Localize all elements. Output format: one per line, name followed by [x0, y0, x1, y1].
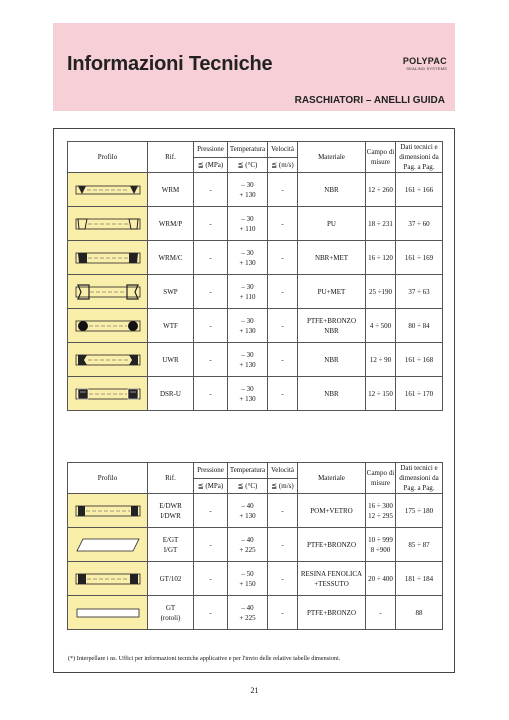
footnote: (*) Interpellare i ns. Uffici per informazioni tecniche applicative e per l'invio delle relative tabelle dimensioni. [68, 655, 341, 662]
temp-min: – 40 [241, 501, 254, 510]
col-dati: Dati tecnici e dimensioni da Pag. a Pag. [396, 463, 443, 494]
velocita-cell: - [268, 207, 298, 241]
col-temperatura: Temperatura [228, 463, 268, 479]
velocita-cell: - [268, 528, 298, 562]
table-row [68, 275, 443, 309]
campo-cell: 16 ÷ 120 [366, 241, 396, 275]
gt102-profile-icon [68, 562, 148, 596]
rif-line1: E/GT [162, 535, 179, 544]
col-velocita-unit: ≦ (m/s) [268, 478, 298, 494]
pressione-cell: - [194, 494, 228, 528]
col-dati: Dati tecnici e dimensioni da Pag. a Pag. [396, 142, 443, 173]
campo-cell: - [366, 596, 396, 630]
temp-min: – 40 [241, 535, 254, 544]
pressione-cell: - [194, 207, 228, 241]
wtf-profile-icon [68, 309, 148, 343]
page-number: 21 [250, 686, 259, 695]
temp-min: – 30 [241, 384, 254, 393]
temperatura-cell [228, 173, 268, 207]
dati-cell: 161 ÷ 169 [396, 241, 443, 275]
rif-line1: GT [165, 603, 176, 612]
temp-max: + 130 [239, 511, 256, 520]
table-row [68, 596, 443, 630]
velocita-cell: - [268, 343, 298, 377]
pressione-cell: - [194, 309, 228, 343]
campo-line1: 16 ÷ 300 [368, 501, 393, 510]
uwr-profile-icon [68, 343, 148, 377]
velocita-cell: - [268, 309, 298, 343]
col-rif: Rif. [148, 463, 194, 494]
col-pressione: Pressione [194, 463, 228, 479]
dsru-profile-icon [68, 377, 148, 411]
materiale-line2: NBR [324, 326, 339, 335]
dati-cell: 161 ÷ 170 [396, 377, 443, 411]
velocita-cell: - [268, 377, 298, 411]
dati-cell: 161 ÷ 168 [396, 343, 443, 377]
materiale-cell: POM+VETRO [298, 494, 366, 528]
materiale-line1: PTFE+BRONZO [306, 316, 357, 325]
temp-min: – 30 [241, 214, 254, 223]
rif-cell: WRM/P [148, 207, 194, 241]
col-temperatura-unit: ≦ (°C) [228, 478, 268, 494]
temp-max: + 130 [239, 258, 256, 267]
pressione-cell: - [194, 377, 228, 411]
temperatura-cell [228, 309, 268, 343]
velocita-cell: - [268, 173, 298, 207]
col-pressione: Pressione [194, 142, 228, 158]
temperatura-cell [228, 494, 268, 528]
edwr-profile-icon [68, 494, 148, 528]
pressione-cell: - [194, 528, 228, 562]
dati-cell: 175 ÷ 180 [396, 494, 443, 528]
polypac-logo [403, 56, 447, 71]
campo-cell: 4 ÷ 500 [366, 309, 396, 343]
pressione-cell: - [194, 562, 228, 596]
temperatura-cell [228, 596, 268, 630]
materiale-cell: NBR [298, 173, 366, 207]
temp-max: + 110 [239, 292, 256, 301]
col-velocita: Velocità [268, 463, 298, 479]
dati-cell: 88 [396, 596, 443, 630]
table-row [68, 343, 443, 377]
temp-min: – 30 [241, 350, 254, 359]
col-profilo: Profilo [68, 142, 148, 173]
pressione-cell: - [194, 241, 228, 275]
page-header [53, 23, 455, 111]
col-pressione-unit: ≦ (MPa) [194, 157, 228, 173]
table-row [68, 241, 443, 275]
col-rif: Rif. [148, 142, 194, 173]
temp-min: – 30 [241, 282, 254, 291]
campo-cell: 25 ÷190 [366, 275, 396, 309]
rif-line2: (rotoli) [160, 613, 181, 622]
temp-max: + 130 [239, 360, 256, 369]
table-anelli-guida [67, 462, 443, 630]
pressione-cell: - [194, 596, 228, 630]
dati-cell: 37 ÷ 63 [396, 275, 443, 309]
table-row [68, 377, 443, 411]
rif-cell: UWR [148, 343, 194, 377]
temperatura-cell [228, 207, 268, 241]
temperatura-cell [228, 241, 268, 275]
table-row [68, 494, 443, 528]
velocita-cell: - [268, 494, 298, 528]
swp-profile-icon [68, 275, 148, 309]
campo-line1: 10 ÷ 999 [368, 535, 393, 544]
campo-cell: 12 ÷ 90 [366, 343, 396, 377]
materiale-cell: PU+MET [298, 275, 366, 309]
pressione-cell: - [194, 343, 228, 377]
campo-line2: 8 ÷900 [370, 545, 391, 554]
materiale-cell [298, 309, 366, 343]
col-velocita-unit: ≦ (m/s) [268, 157, 298, 173]
temperatura-cell [228, 275, 268, 309]
rif-cell [148, 494, 194, 528]
pressione-cell: - [194, 275, 228, 309]
rif-line2: I/DWR [160, 511, 181, 520]
temp-max: + 150 [239, 579, 256, 588]
campo-cell: 20 ÷ 400 [366, 562, 396, 596]
table-row [68, 173, 443, 207]
col-campo: Campo di misure [366, 463, 396, 494]
egt-profile-icon [68, 528, 148, 562]
materiale-cell [298, 562, 366, 596]
velocita-cell: - [268, 275, 298, 309]
logo-tagline: SEALING SYSTEMS [406, 66, 447, 71]
temp-max: + 130 [239, 326, 256, 335]
campo-cell: 12 ÷ 260 [366, 173, 396, 207]
dati-cell: 85 ÷ 87 [396, 528, 443, 562]
col-campo: Campo di misure [366, 142, 396, 173]
temp-min: – 30 [241, 248, 254, 257]
table-row [68, 207, 443, 241]
temperatura-cell [228, 377, 268, 411]
temp-max: + 110 [239, 224, 256, 233]
page-title: Informazioni Tecniche [67, 53, 273, 75]
temp-max: + 130 [239, 190, 256, 199]
temperatura-cell [228, 562, 268, 596]
velocita-cell: - [268, 596, 298, 630]
col-materiale: Materiale [298, 142, 366, 173]
wrm-profile-icon [68, 173, 148, 207]
temperatura-cell [228, 343, 268, 377]
temp-max: + 225 [239, 613, 256, 622]
col-velocita: Velocità [268, 142, 298, 158]
wrmc-profile-icon [68, 241, 148, 275]
gt-rotoli-profile-icon [68, 596, 148, 630]
table-row [68, 528, 443, 562]
section-title: RASCHIATORI – ANELLI GUIDA [294, 95, 445, 106]
rif-cell: WRM/C [148, 241, 194, 275]
campo-line2: 12 ÷ 295 [368, 511, 393, 520]
temp-max: + 225 [239, 545, 256, 554]
temp-min: – 30 [241, 316, 254, 325]
materiale-line1: RESINA FENOLICA [300, 569, 363, 578]
materiale-line2: +TESSUTO [314, 579, 349, 588]
campo-cell [366, 528, 396, 562]
campo-cell [366, 494, 396, 528]
materiale-cell: NBR+MET [298, 241, 366, 275]
dati-cell: 37 ÷ 60 [396, 207, 443, 241]
rif-cell: DSR-U [148, 377, 194, 411]
logo-name: POLYPAC [402, 56, 447, 66]
rif-cell: SWP [148, 275, 194, 309]
table-raschiatori [67, 141, 443, 411]
campo-cell: 18 ÷ 231 [366, 207, 396, 241]
temp-min: – 30 [241, 180, 254, 189]
rif-cell [148, 528, 194, 562]
rif-line2: I/GT [163, 545, 178, 554]
temp-max: + 130 [239, 394, 256, 403]
materiale-cell: NBR [298, 343, 366, 377]
pressione-cell: - [194, 173, 228, 207]
table-row [68, 562, 443, 596]
col-temperatura-unit: ≦ (°C) [228, 157, 268, 173]
velocita-cell: - [268, 562, 298, 596]
table-row [68, 309, 443, 343]
col-materiale: Materiale [298, 463, 366, 494]
rif-cell: WTF [148, 309, 194, 343]
materiale-cell: NBR [298, 377, 366, 411]
campo-cell: 12 ÷ 150 [366, 377, 396, 411]
velocita-cell: - [268, 241, 298, 275]
rif-cell: GT/102 [148, 562, 194, 596]
rif-cell [148, 596, 194, 630]
rif-line1: E/DWR [159, 501, 182, 510]
temp-min: – 50 [241, 569, 254, 578]
dati-cell: 161 ÷ 166 [396, 173, 443, 207]
col-pressione-unit: ≦ (MPa) [194, 478, 228, 494]
col-profilo: Profilo [68, 463, 148, 494]
dati-cell: 80 ÷ 84 [396, 309, 443, 343]
materiale-cell: PTFE+BRONZO [298, 596, 366, 630]
col-temperatura: Temperatura [228, 142, 268, 158]
temperatura-cell [228, 528, 268, 562]
dati-cell: 181 ÷ 184 [396, 562, 443, 596]
materiale-cell: PTFE+BRONZO [298, 528, 366, 562]
temp-min: – 40 [241, 603, 254, 612]
wrmp-profile-icon [68, 207, 148, 241]
materiale-cell: PU [298, 207, 366, 241]
rif-cell: WRM [148, 173, 194, 207]
